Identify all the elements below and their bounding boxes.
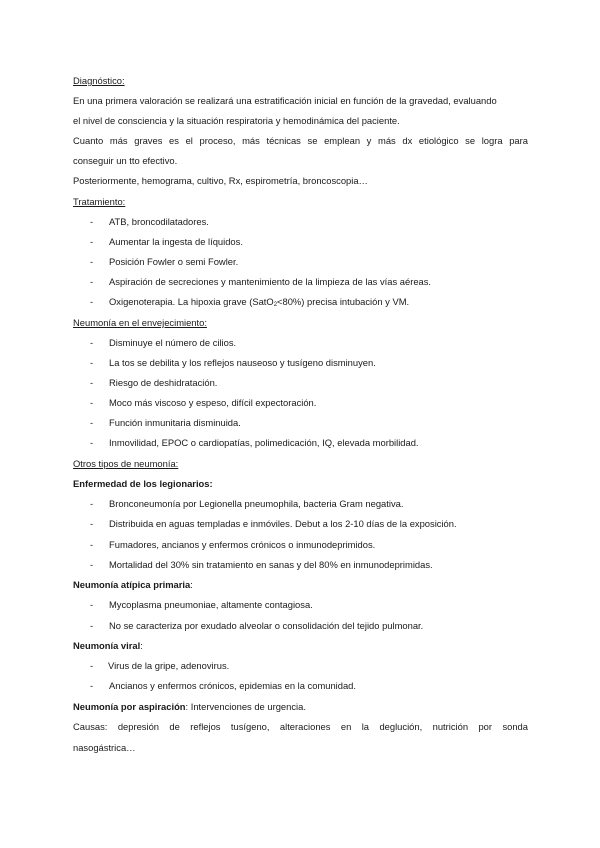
bullet-dash: - xyxy=(90,216,94,227)
bullet-dash: - xyxy=(90,559,94,570)
bullet-dash: - xyxy=(90,660,94,671)
subheading-aspiracion-title: Neumonía por aspiración xyxy=(73,701,186,712)
subheading-viral-title: Neumonía viral xyxy=(73,640,141,651)
list-item-text: Distribuida en aguas templadas e inmóviles. Debut a los 2-10 días de la exposición. xyxy=(109,518,457,529)
bullet-dash: - xyxy=(90,437,94,448)
subheading-viral-colon: : xyxy=(140,640,143,651)
subheading-atipica xyxy=(73,578,528,591)
subheading-aspiracion xyxy=(73,700,528,713)
bullet-dash: - xyxy=(90,680,94,691)
bullet-dash: - xyxy=(90,518,94,529)
list-item-text xyxy=(109,295,409,312)
oxigenoterapia-text-a: Oxigenoterapia. La hipoxia grave (SatO xyxy=(109,296,274,307)
paragraph-line: el nivel de consciencia y la situación respiratoria y hemodinámica del paciente. xyxy=(73,115,400,126)
list-item-text: Disminuye el número de cilios. xyxy=(109,337,237,348)
list-item-text: Mortalidad del 30% sin tratamiento en sanas y del 80% en inmunodeprimidas. xyxy=(109,559,433,570)
section-heading-otros-tipos: Otros tipos de neumonía: xyxy=(73,458,179,469)
list-item-text: Función inmunitaria disminuida. xyxy=(109,417,241,428)
paragraph-line: Cuanto más graves es el proceso, más técnicas se emplean y más dx etiológico se logra para xyxy=(73,135,528,146)
bullet-dash: - xyxy=(90,620,94,631)
oxigenoterapia-text-b: <80%) precisa intubación y VM. xyxy=(277,296,410,307)
bullet-dash: - xyxy=(90,256,94,267)
list-item-text: Virus de la gripe, adenovirus. xyxy=(108,660,230,671)
subscript-two: 2 xyxy=(273,302,278,308)
bullet-dash: - xyxy=(90,357,94,368)
bullet-dash: - xyxy=(90,599,94,610)
bullet-dash: - xyxy=(90,236,94,247)
subheading-atipica-colon: : xyxy=(190,579,193,590)
bullet-dash: - xyxy=(90,539,94,550)
bullet-dash: - xyxy=(90,498,94,509)
list-item-text: Posición Fowler o semi Fowler. xyxy=(109,256,239,267)
list-item-text: Ancianos y enfermos crónicos, epidemias en la comunidad. xyxy=(109,680,357,691)
list-item-text: Inmovilidad, EPOC o cardiopatías, polimedicación, IQ, elevada morbilidad. xyxy=(109,437,419,448)
subheading-legionarios: Enfermedad de los legionarios: xyxy=(73,478,213,489)
bullet-dash: - xyxy=(90,377,94,388)
section-heading-diagnostico: Diagnóstico: xyxy=(73,75,125,86)
bullet-dash: - xyxy=(90,397,94,408)
aspiracion-text: : Intervenciones de urgencia. xyxy=(185,701,306,712)
section-heading-tratamiento: Tratamiento: xyxy=(73,196,126,207)
list-item-text: Riesgo de deshidratación. xyxy=(109,377,218,388)
list-item-text: Fumadores, ancianos y enfermos crónicos o inmunodeprimidos. xyxy=(109,539,376,550)
list-item-text: Mycoplasma pneumoniae, altamente contagiosa. xyxy=(109,599,313,610)
list-item-text: Aumentar la ingesta de líquidos. xyxy=(109,236,243,247)
section-heading-envejecimiento: Neumonía en el envejecimiento: xyxy=(73,317,207,328)
list-item-text: No se caracteriza por exudado alveolar o consolidación del tejido pulmonar. xyxy=(109,620,424,631)
list-item-text: Aspiración de secreciones y mantenimiento de la limpieza de las vías aéreas. xyxy=(109,276,432,287)
paragraph-line: Causas: depresión de reflejos tusígeno, alteraciones en la deglución, nutrición por sonda xyxy=(73,721,528,732)
subheading-atipica-title: Neumonía atípica primaria xyxy=(73,579,191,590)
list-item-text: La tos se debilita y los reflejos nauseoso y tusígeno disminuyen. xyxy=(109,357,376,368)
list-item-text: Moco más viscoso y espeso, difícil expectoración. xyxy=(109,397,317,408)
bullet-dash: - xyxy=(90,276,94,287)
subheading-viral xyxy=(73,639,528,652)
bullet-dash: - xyxy=(90,417,94,428)
bullet-dash: - xyxy=(90,337,94,348)
paragraph-line: Posteriormente, hemograma, cultivo, Rx, espirometría, broncoscopia… xyxy=(73,175,368,186)
list-item-text: ATB, broncodilatadores. xyxy=(109,216,209,227)
bullet-dash: - xyxy=(90,296,94,307)
list-item-text: Bronconeumonía por Legionella pneumophila, bacteria Gram negativa. xyxy=(109,498,404,509)
paragraph-line: nasogástrica… xyxy=(73,742,136,753)
paragraph-line: conseguir un tto efectivo. xyxy=(73,155,178,166)
paragraph-line: En una primera valoración se realizará una estratificación inicial en función de la gravedad, evaluando xyxy=(73,95,497,106)
